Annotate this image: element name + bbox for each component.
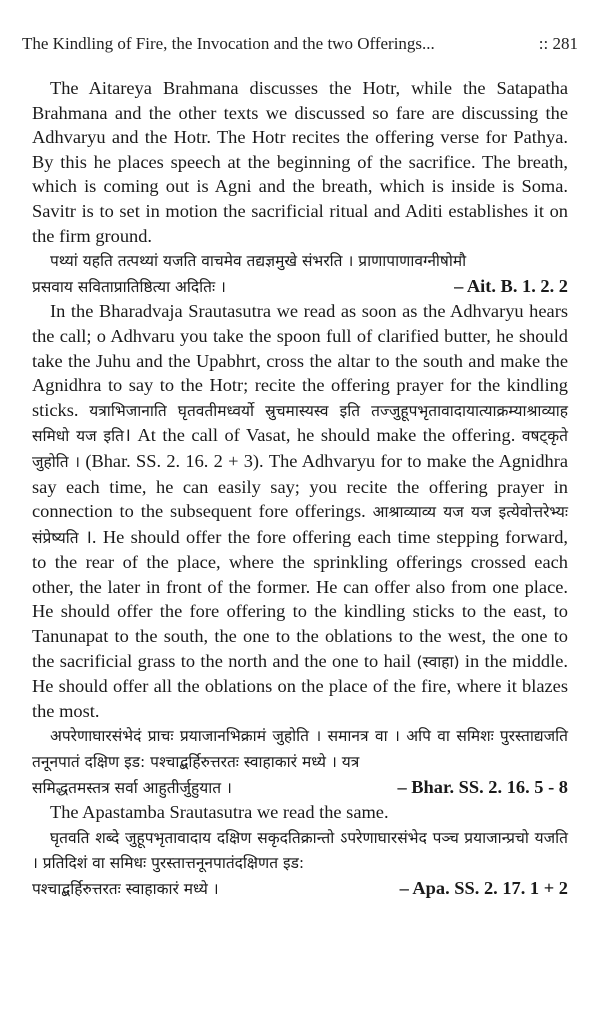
verse-3-reference: – Apa. SS. 2. 17. 1 + 2: [399, 878, 568, 898]
verse-2-line-2: पुरस्ताद्यजति तनूनपातं दक्षिण इड: पश्चाद्बर्हिरुत्तरतः स्वाहाकारं मध्ये । यत्र: [32, 727, 568, 772]
bharadvaja-sanskrit-3: आश्राव्याव्य यज यज इत्येवोत्तरेभ्यः संप्रेष्यति: [32, 503, 568, 547]
verse-3-line-1: घृतवति शब्दे जुहूपभृतावादाय दक्षिण सकृदतिक्रान्तो ऽपरेणाघारसंभेद पञ्च: [50, 828, 459, 847]
verse-2-line-1: अपरेणाघारसंभेदं प्राचः प्रयाजानभिक्रामं जुहोति । समानत्र वा । अपि वा समिशः: [50, 727, 494, 746]
bharadvaja-sanskrit-1: यत्राभिजानाति घृतवतीमध्वर्यो स्रुचमास्यस्व इति तज्जुहूपभृतावादायात्याक्रम्याश्राव्याह समिधो यज इति: [32, 401, 568, 446]
page-body: [32, 76, 568, 902]
verse-3-line-3: पश्चाद्बर्हिरुत्तरतः स्वाहाकारं मध्ये ।: [32, 880, 219, 898]
bharadvaja-text-b: । At the call of Vasat, he should make the offering.: [123, 425, 516, 446]
sanskrit-verse-2: [32, 723, 568, 774]
bharadvaja-sanskrit-2: वषट्कृते जुहोति ।: [32, 427, 568, 471]
verse-3-end: [32, 876, 568, 902]
verse-1-end: [32, 274, 568, 300]
verse-2-end: [32, 775, 568, 801]
bharadvaja-text-e: in the middle. He should offer all the oblations on the place of the fire, where it blazes the most.: [32, 650, 568, 721]
verse-2-reference: – Bhar. SS. 2. 16. 5 - 8: [397, 776, 568, 797]
running-header: [22, 32, 578, 56]
bharadvaja-sanskrit-4: (स्वाहा): [416, 652, 460, 671]
running-title: The Kindling of Fire, the Invocation and the two Offerings...: [22, 34, 435, 53]
paragraph-bharadvaja: [32, 299, 568, 723]
verse-1-line-1: पथ्यां यहति तत्पथ्यां यजति वाचमेव तद्यज्ञमुखे संभरति । प्राणापाणावग्नीषोमौ: [50, 252, 467, 271]
bharadvaja-text-a: In the Bharadvaja Srautasutra we read as soon as the Adhvaryu hears the call; o Adhvaru you take the spoon full of clarified butter, he should take the Juhu and the Upabhrt, cross the altar to the south and make the Agnidhra to say to the Hotr; recite the offering prayer for the kindling sticks.: [32, 301, 568, 420]
verse-3-line-2: प्रयाजान्प्रचो यजति । प्रतिदिशं वा समिधः पुरस्तात्तनूनपातंदक्षिणत इड:: [32, 828, 568, 873]
bharadvaja-text-c: (Bhar. SS. 2. 16. 2 + 3). The Adhvaryu for to make the Agnidhra say each time, he can easily say; you recite the offering prayer in connection to the subsequent fore offerings.: [32, 450, 568, 522]
bharadvaja-text-d: ।. He should offer the fore offering each time stepping forward, to the rear of the place, where the sprinkling offerings crossed each other, the later in front of the former. He can offer also from one place. He should offer the fore offering to the kindling sticks to the east, to Tanunapat to the south, the one to the oblations to the west, the one to the sacrificial grass to the north and the one to hail: [32, 526, 568, 671]
paragraph-aitareya: The Aitareya Brahmana discusses the Hotr, while the Satapatha Brahmana and the other texts we discussed so fare are discussing the Adhvaryu and the Hotr. The Hotr recites the offering verse for Pathya. By this he places speech at the beginning of the sacrifice. The breath, which is coming out is Agni and the breath, which is inside is Soma. Savitr is to set in motion the sacrificial ritual and Aditi establishes it on the firm ground.: [32, 78, 568, 246]
verse-2-line-3: समिद्धतमस्तत्र सर्वा आहुतीर्जुहुयात ।: [32, 778, 232, 797]
paragraph-apastamba: The Apastamba Srautasutra we read the same.: [50, 802, 389, 823]
verse-1-line-2: प्रसवाय सविताप्रातिष्ठित्या अदितिः ।: [32, 277, 226, 296]
page-number: :: 281: [538, 34, 578, 53]
sanskrit-verse-1: [32, 248, 568, 274]
verse-1-reference: – Ait. B. 1. 2. 2: [454, 275, 568, 296]
sanskrit-verse-3: [32, 825, 568, 876]
